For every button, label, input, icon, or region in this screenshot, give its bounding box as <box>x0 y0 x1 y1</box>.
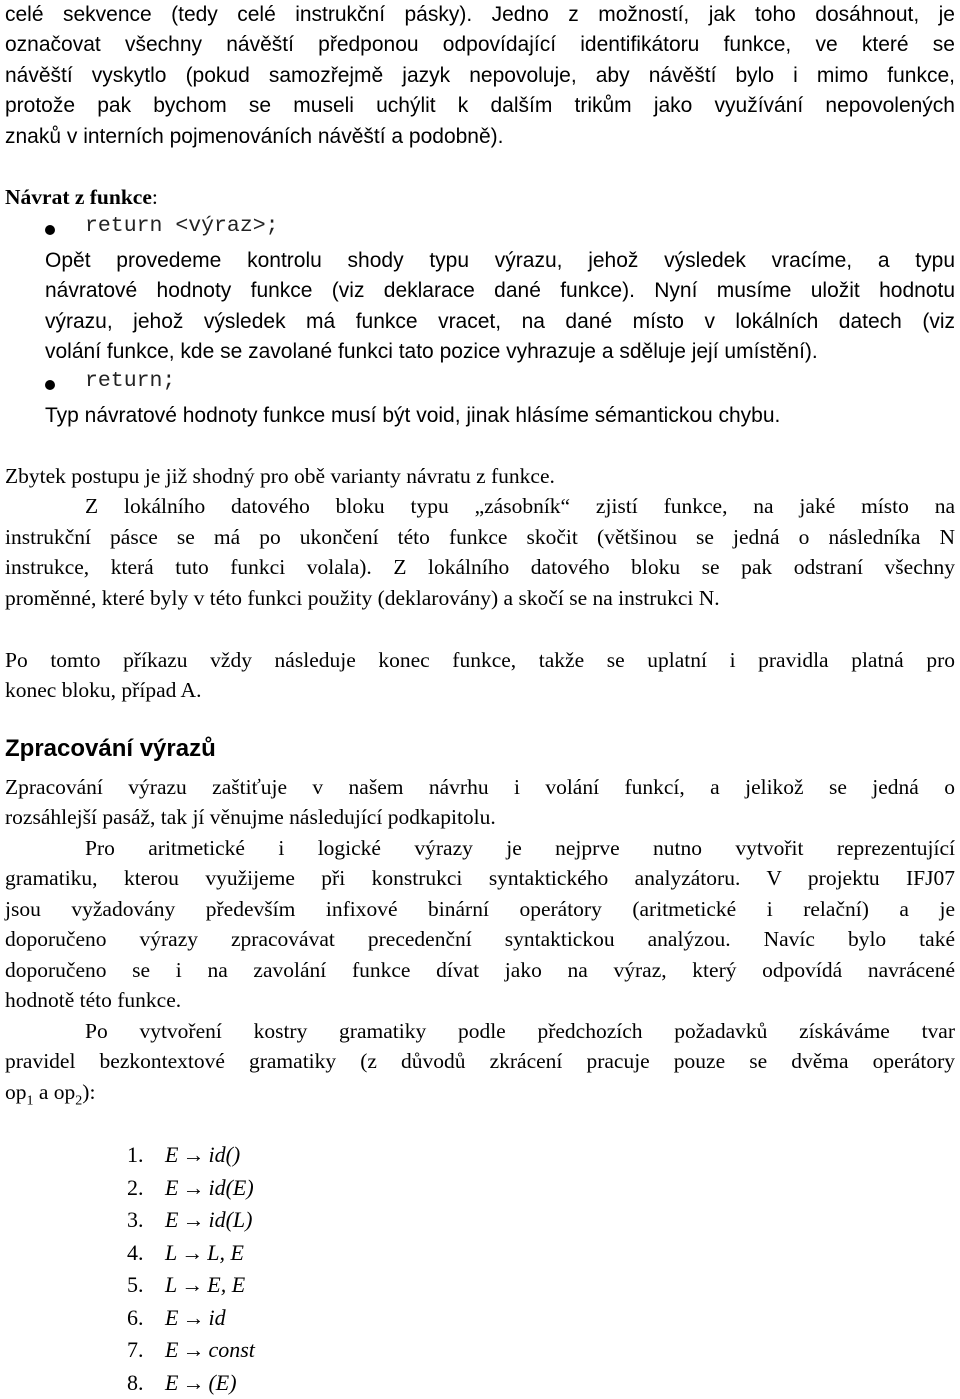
rule-lhs: E <box>165 1142 178 1167</box>
rule-rhs: id <box>208 1305 225 1330</box>
text-line: Zpracování výrazu zaštiťuje v našem návrhu i volání funkcí, a jelikož se jedná o <box>5 772 955 802</box>
grammar-rule <box>127 1172 255 1205</box>
arrow-icon: → <box>182 1207 204 1232</box>
block-end-paragraph <box>5 645 955 706</box>
rule-number: 1. <box>127 1139 165 1172</box>
rule-lhs: E <box>165 1370 178 1395</box>
text-line: Pro aritmetické i logické výrazy je nejprve nutno vytvořit reprezentující <box>5 833 955 863</box>
text-line: znaků v interních pojmenováních návěští a podobně). <box>5 122 955 152</box>
grammar-paragraph <box>5 1016 955 1117</box>
text-line: rozsáhlejší pasáž, tak jí věnujme následující podkapitolu. <box>5 802 955 832</box>
bullet-return-void <box>5 369 955 393</box>
arrow-icon: → <box>181 1272 203 1297</box>
arrow-icon: → <box>182 1370 204 1395</box>
rule-rhs: id() <box>208 1142 240 1167</box>
return-heading <box>5 182 158 212</box>
rule-number: 6. <box>127 1302 165 1335</box>
rule-rhs: id(L) <box>208 1207 252 1232</box>
grammar-rule <box>127 1269 255 1302</box>
labels-paragraph <box>5 0 955 152</box>
text-line: Po vytvoření kostry gramatiky podle předchozích požadavků získáváme tvar <box>5 1016 955 1046</box>
code-return-void: return; <box>85 369 175 393</box>
text-line: doporučeno výrazy zpracovávat precedenční syntaktickou analýzou. Navíc bylo také <box>5 924 955 954</box>
ops-line: $op_1$ a $op_2$): <box>5 1077 955 1117</box>
rest-paragraph <box>5 461 955 613</box>
text-line: proměnné, které byly v této funkci použity (deklarovány) a skočí se na instrukci N. <box>5 583 955 613</box>
rule-number: 2. <box>127 1172 165 1205</box>
text-line: návěští vyskytlo (pokud samozřejmě jazyk nepovoluje, aby návěští bylo i mimo funkce, <box>5 61 955 91</box>
bullet-icon <box>45 380 55 390</box>
text-line: konec bloku, případ A. <box>5 675 955 705</box>
bullet1-description <box>45 246 955 368</box>
return-heading-title: Návrat z funkce <box>5 185 152 209</box>
arrow-icon: → <box>182 1175 204 1200</box>
arrow-icon: → <box>182 1142 204 1167</box>
text-line: jsou vyžadovány především infixové binární operátory (aritmetické i relační) a je <box>5 894 955 924</box>
grammar-rule <box>127 1237 255 1270</box>
code-return-expr: return <výraz>; <box>85 214 279 238</box>
grammar-rules-list <box>127 1139 255 1399</box>
rule-rhs: (E) <box>208 1370 236 1395</box>
rule-lhs: E <box>165 1175 178 1200</box>
text-line: Typ návratové hodnoty funkce musí být void, jinak hlásíme sémantickou chybu. <box>45 404 780 427</box>
rule-number: 5. <box>127 1269 165 1302</box>
grammar-rule <box>127 1204 255 1237</box>
rule-rhs: id(E) <box>208 1175 253 1200</box>
text-line: označovat všechny návěští předponou odpovídající identifikátoru funkce, ve které se <box>5 30 955 60</box>
text-line: gramatiku, kterou využijeme při konstrukci syntaktického analyzátoru. V projektu IFJ07 <box>5 863 955 893</box>
rule-number: 7. <box>127 1334 165 1367</box>
arrow-icon: → <box>182 1337 204 1362</box>
rule-number: 4. <box>127 1237 165 1270</box>
grammar-rule <box>127 1139 255 1172</box>
arrow-icon: → <box>181 1240 203 1265</box>
arith-paragraph <box>5 833 955 1015</box>
arrow-icon: → <box>182 1305 204 1330</box>
text-line: volání funkce, kde se zavolané funkci tato pozice vyhrazuje a sděluje její umístění). <box>45 337 955 367</box>
text-line: Opět provedeme kontrolu shody typu výrazu, jehož výsledek vracíme, a typu <box>45 246 955 276</box>
return-heading-colon: : <box>152 185 158 209</box>
rule-lhs: E <box>165 1305 178 1330</box>
bullet-icon <box>45 225 55 235</box>
grammar-rule <box>127 1334 255 1367</box>
rule-rhs: const <box>208 1337 254 1362</box>
rule-lhs: L <box>165 1272 177 1297</box>
text-line: výrazu, jehož výsledek má funkce vracet, na dané místo v lokálních datech (viz <box>45 307 955 337</box>
text-line: instrukce, která tuto funkci volala). Z lokálního datového bloku se pak odstraní všechny <box>5 552 955 582</box>
rule-lhs: E <box>165 1207 178 1232</box>
text-line: hodnotě této funkce. <box>5 985 955 1015</box>
text-line: protože pak bychom se museli uchýlit k dalším trikům jako využívání nepovolených <box>5 91 955 121</box>
text-line: celé sekvence (tedy celé instrukční pásky). Jedno z možností, jak toho dosáhnout, je <box>5 0 955 30</box>
rule-rhs: E, E <box>207 1272 245 1297</box>
text-line: Z lokálního datového bloku typu „zásobník“ zjistí funkce, na jaké místo na <box>5 491 955 521</box>
rule-rhs: L, E <box>207 1240 244 1265</box>
section-heading: Zpracování výrazů <box>5 735 216 763</box>
bullet-return-expr <box>5 214 955 238</box>
rule-number: 8. <box>127 1367 165 1399</box>
grammar-rule <box>127 1302 255 1335</box>
text-line: Po tomto příkazu vždy následuje konec funkce, takže se uplatní i pravidla platná pro <box>5 645 955 675</box>
text-line: Zbytek postupu je již shodný pro obě varianty návratu z funkce. <box>5 461 955 491</box>
expr-intro-paragraph <box>5 772 955 833</box>
rule-lhs: L <box>165 1240 177 1265</box>
rule-number: 3. <box>127 1204 165 1237</box>
rule-lhs: E <box>165 1337 178 1362</box>
text-line: návratové hodnoty funkce (viz deklarace dané funkce). Nyní musíme uložit hodnotu <box>45 276 955 306</box>
grammar-rule <box>127 1367 255 1399</box>
text-line: pravidel bezkontextové gramatiky (z důvodů zkrácení pracuje pouze se dvěma operátory <box>5 1046 955 1076</box>
text-line: instrukční pásce se má po ukončení této funkce skočit (většinou se jedná o následníka N <box>5 522 955 552</box>
bullet2-description <box>45 401 955 431</box>
text-line: doporučeno se i na zavolání funkce dívat jako na výraz, který odpovídá navrácené <box>5 955 955 985</box>
